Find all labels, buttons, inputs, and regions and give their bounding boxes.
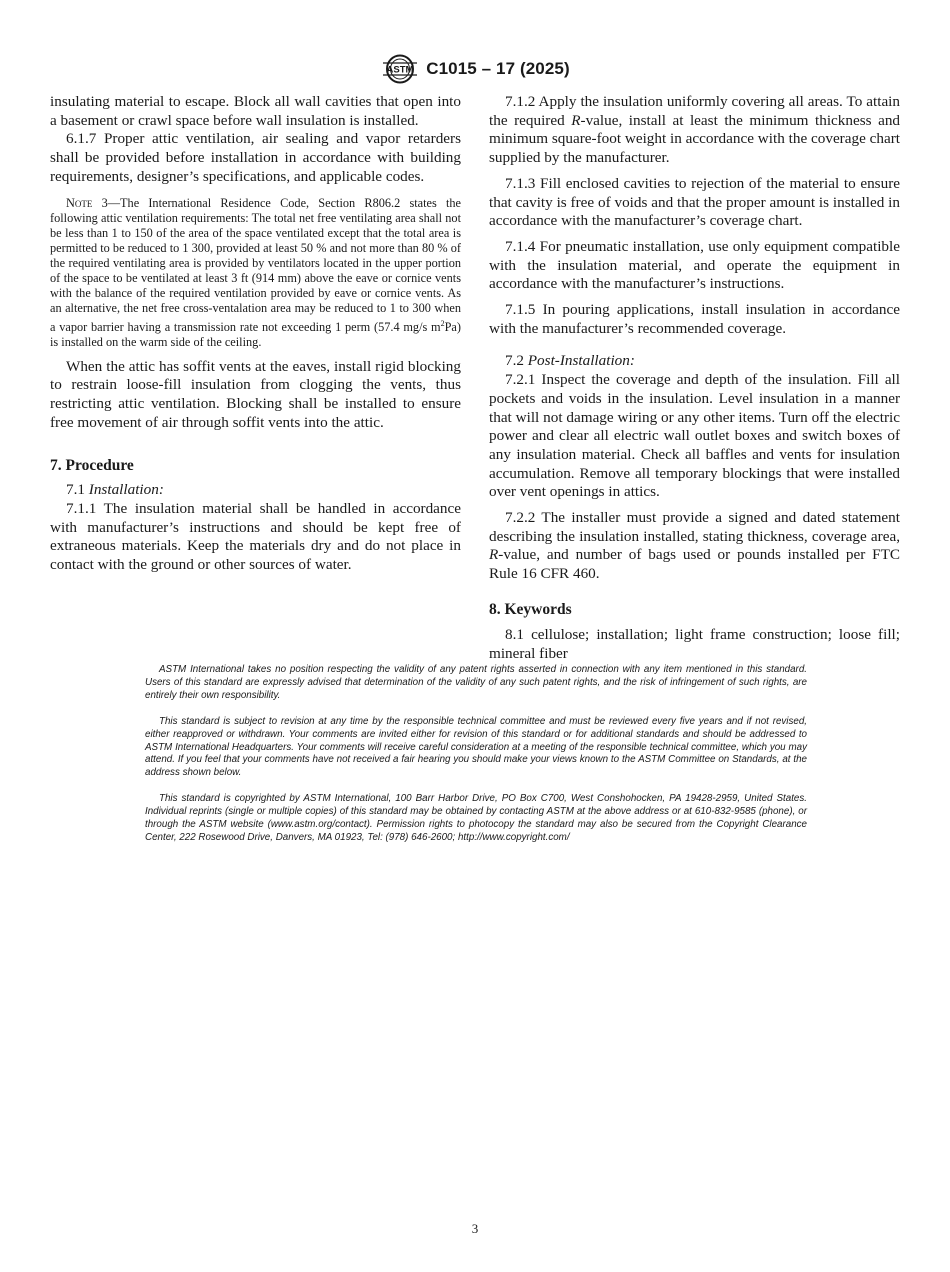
standard-designation: C1015 – 17 (2025) (426, 59, 570, 78)
footer-notices (145, 664, 807, 858)
section-8-heading: 8. Keywords (489, 600, 572, 618)
paragraph-7-1-2 (489, 93, 900, 168)
r-value-italic: R (489, 546, 499, 564)
paragraph-7-1-3: 7.1.3 Fill enclosed cavities to rejection of the material to ensure that cavity is free of voids and that the proper amount is installed in accordance with the manufacturer’s coverage chart. (489, 174, 900, 230)
paragraph-8-1: 8.1 cellulose; installation; light frame construction; loose fill; mineral fiber (489, 625, 900, 662)
r-value-italic: R (571, 111, 581, 129)
paragraph-7-1-title: Installation: (88, 481, 164, 499)
paragraph-7-2-2 (489, 509, 900, 584)
note-3-text-b: Pa) is installed on the warm side of the ceiling. (50, 320, 461, 350)
paragraph-7-2-number: 7.2 (505, 352, 528, 370)
note-3-superscript: 2 (440, 319, 445, 329)
paragraph-7-1-5: 7.1.5 In pouring applications, install insulation in accordance with the manufacturer’s recommended coverage. (489, 301, 900, 337)
note-label: Note (66, 195, 93, 210)
paragraph-7-1 (50, 481, 461, 500)
astm-logo-text: ASTM (386, 64, 414, 76)
paragraph-7-2-title: Post-Installation: (527, 352, 635, 370)
copyright-notice: This standard is copyrighted by ASTM International, 100 Barr Harbor Drive, PO Box C700, West Conshohocken, PA 19428-2959, United States. Individual reprints (single or multiple copies) of this standard may be obtained by contacting ASTM at the above address or at 610-832-9585 (phone), or through the ASTM website (www.astm.org/contact). Permission rights to photocopy the standard may also be secured from the Copyright Clearance Center, 222 Rosewood Drive, Danvers, MA 01923, Tel: (978) 646-2600; http://www.copyright.com/ (145, 793, 807, 843)
section-7-heading: 7. Procedure (50, 457, 134, 475)
page-header (0, 52, 950, 86)
note-3 (50, 196, 461, 351)
paragraph-6-1-7: 6.1.7 Proper attic ventilation, air sealing and vapor retarders shall be provided before installation in accordance with building requirements, designer’s specifications, and applicable codes. (50, 130, 461, 185)
page-number: 3 (471, 1221, 479, 1236)
paragraph-7-1-1: 7.1.1 The insulation material shall be handled in accordance with manufacturer’s instructions and should be kept free of extraneous materials. Keep the materials dry and do not place in contact with the ground or other sources of water. (50, 500, 461, 574)
astm-logo-icon (380, 53, 420, 85)
paragraph-soffit-vents: When the attic has soffit vents at the eaves, install rigid blocking to restrain loose-fill insulation from clogging the vents, thus restricting attic ventilation. Blocking shall be installed to ensure free movement of air through soffit vents into the attic. (50, 357, 461, 431)
paragraph-7-2-2-b: -value, and number of bags used or pounds installed per FTC Rule 16 CFR 460. (489, 546, 900, 583)
paragraph-7-2-2-a: 7.2.2 The installer must provide a signed and dated statement describing the insulation installed, stating thickness, coverage area, (489, 509, 900, 545)
paragraph-7-2 (489, 352, 900, 371)
paragraph-7-1-number: 7.1 (66, 481, 89, 499)
paragraph-7-1-2-a: 7.1.2 Apply the insulation uniformly covering all areas. To attain the required (489, 93, 900, 129)
paragraph-7-1-4: 7.1.4 For pneumatic installation, use only equipment compatible with the insulation material, and operate the equipment in accordance with the manufacturer’s instructions. (489, 237, 900, 293)
revision-notice: This standard is subject to revision at any time by the responsible technical committee and must be reviewed every five years and if not revised, either reapproved or withdrawn. Your comments are invited either for revision of this standard or for additional standards and should be addressed to ASTM International Headquarters. Your comments will receive careful consideration at a meeting of the responsible technical committee, which you may attend. If you feel that your comments have not received a fair hearing you should make your views known to the ASTM Committee on Standards, at the address shown below. (145, 715, 807, 779)
paragraph-7-2-1: 7.2.1 Inspect the coverage and depth of the insulation. Fill all pockets and voids in the insulation. Level insulation in a manner that will not damage wiring or any other items. Turn off the electric power and clear all electric wall outlet boxes and switch boxes of any insulation material. Check all baffles and vents for insulation accumulation. Remove all temporary blockings that were installed over vent openings in attics. (489, 371, 900, 501)
paragraph-7-1-2-b: -value, install at least the minimum thickness and minimum square-foot weight in accordance with the coverage chart supplied by the manufacturer. (489, 111, 901, 167)
paragraph-continued: insulating material to escape. Block all wall cavities that open into a basement or crawl space before wall insulation is installed. (50, 93, 461, 129)
patent-notice: ASTM International takes no position respecting the validity of any patent rights asserted in connection with any item mentioned in this standard. Users of this standard are expressly advised that determination of the validity of any such patent rights, and the risk of infringement of such rights, are entirely their own responsibility. (145, 664, 807, 701)
note-3-text-a: 3—The International Residence Code, Section R806.2 states the following attic ventilation requirements: The total net free ventilating area shall not be less than 1 to 150 of the area of the space ventilated except that the total area is permitted to be reduced to 1 300, provided at least 50 % and not more than 80 % of the required ventilating area is provided by ventilators located in the upper portion of the space to be ventilated at least 3 ft (914 mm) above the eave or cornice vents with the balance of the required ventilation provided by eave or cornice vents. As an alternative, the net free cross-ventalation area may be reduced to 1 to 300 when a vapor barrier having a transmission rate not exceeding 1 perm (57.4 mg/s m (50, 195, 461, 335)
left-column (50, 93, 461, 575)
right-column (489, 93, 900, 663)
